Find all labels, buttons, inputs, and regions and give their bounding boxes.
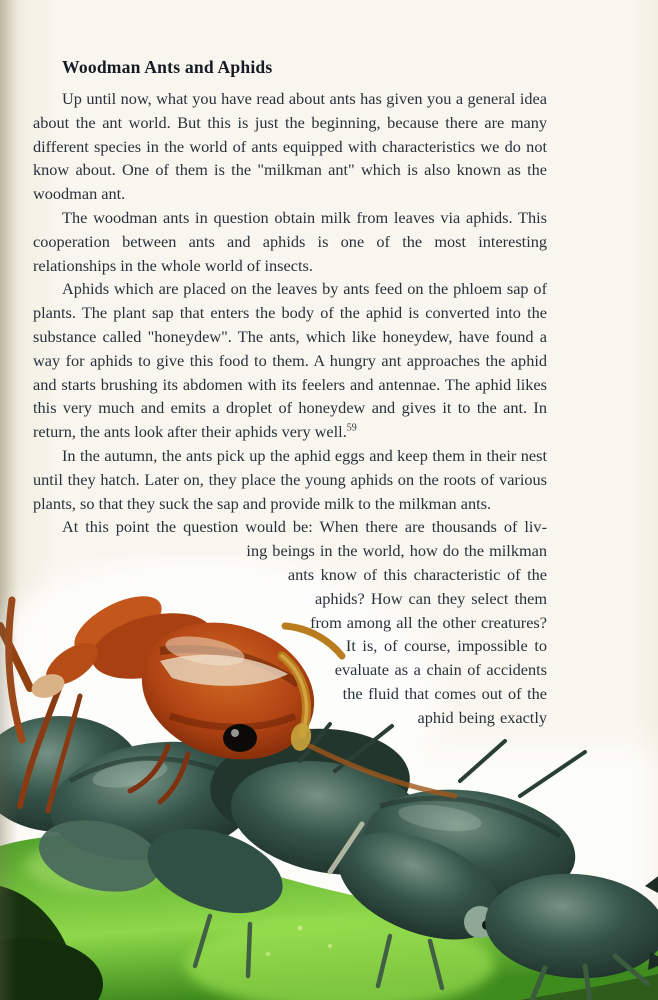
paragraph-honeydew-text: Aphids which are placed on the leaves by ants feed on the phloem sap of plants. The plant sap that enters the body of the aphid is converted into the substance called "honeydew". The ants, which like honeydew, have found a way for aphids to give this food to them. A hungry ant approaches the aphid and starts brushing its abdomen with its feelers and antennae. The aphid likes this very much and emits a droplet of honeydew and gives it to the ant. In return, the ants look after their aphids very well.	[33, 279, 547, 442]
paragraph-intro: Up until now, what you have read about ants has given you a general idea about the ant world. But this is just the beginning, because there are many different species in the world of ants equipped with characteristics we do not know about. One of them is the "milkman ant" which is also known as the woodman ant.	[33, 89, 547, 204]
section-heading: Woodman Ants and Aphids	[62, 57, 273, 77]
wrap-line: It is, of course, impossible to	[345, 636, 547, 656]
wrap-line: ants know of this characteristic of the	[287, 564, 547, 584]
paragraph-cooperation: The woodman ants in question obtain milk from leaves via aphids. This cooperation between ants and aphids is one of the most interesting relationships in the whole world of insects.	[33, 207, 547, 275]
wrap-line: the fluid that comes out of the	[342, 683, 547, 703]
wrap-line: from among all the other creatures?	[310, 612, 547, 632]
wrap-line: aphids? How can they select them	[315, 588, 547, 608]
wrap-line: evaluate as a chain of accidents	[334, 660, 547, 680]
footnote-reference: 59	[346, 422, 357, 434]
paragraph-honeydew	[33, 277, 547, 444]
wrap-line: aphid being exactly	[417, 707, 547, 727]
wrap-line: At this point the question would be: When there are thousands of liv-	[62, 517, 547, 537]
paragraph-autumn: In the autumn, the ants pick up the aphid eggs and keep them in their nest until they hatch. Later on, they place the young aphids on the roots of various plants, so that they suck the sap and provide milk to the milkman ants.	[33, 445, 547, 513]
wrap-line: ing beings in the world, how do the milkman	[246, 541, 547, 561]
page-content	[33, 56, 547, 730]
